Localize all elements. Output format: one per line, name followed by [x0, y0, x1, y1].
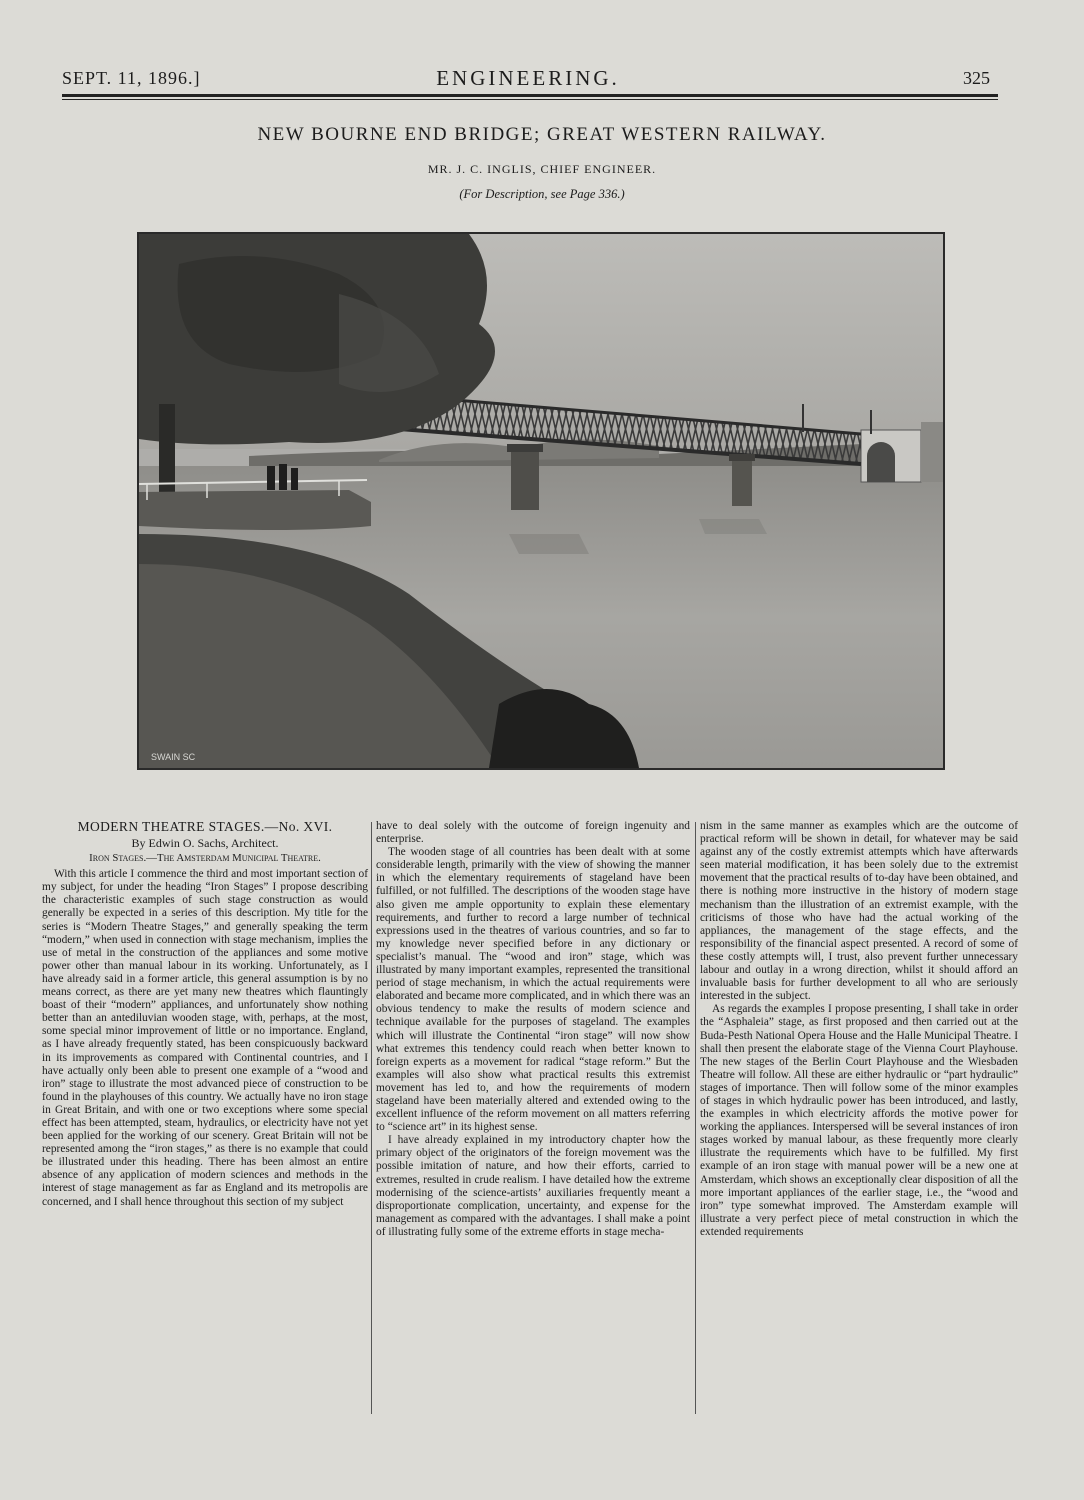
paragraph: I have already explained in my introductory chapter how the primary object of the originators of the foreign movement was the possible imitation of nature, and how their efforts, carried to extremes, resulted in crude realism. I have detailed how the extreme modernising of the science-artists’ auxiliaries frequently meant a disproportionate complication, uncertainty, and expense for the management as compared with the advantages. I shall make a point of illustrating fully some of the extreme efforts in stage mecha- — [376, 1134, 690, 1238]
paragraph: With this article I commence the third and most important section of my subject, for under the heading “Iron Stages” I propose describing the characteristic examples of such stage construction as would generally be expected in a series of this description. My title for the series is “Modern Theatre Stages,” and generally speaking the term “modern,” when used in connection with stage mechanism, implies the use of metal in the construction of the appliances and some motive power other than manual labour in its working. Unfortunately, as I have already said in a former article, this general assumption is by no means correct, as there are yet many new theatres which flauntingly boast of their “modern” appliances, and unfortunately show nothing better than an antediluvian wooden stage, with, perhaps, at the most, some special minor improvement of little or no importance. England, as I have already frequently stated, has been conspicuously backward in its improvements as compared with Continental countries, and I have actually only been able to present one example of a “wood and iron” stage to illustrate the most advanced piece of construction to be found in the playhouses of this country. We actually have no iron stage in Great Britain, and with one or two exceptions where some special effect has been attempted, steam, hydraulics, or electricity have not yet been applied for the working of our scenery. Great Britain will not be represented among the “iron stages,” as there is no example that could be illustrated under this heading. There has been almost an entire absence of any application of modern sciences and methods in the interest of stage management as far as England and its metropolis are concerned, and I shall hence throughout this section of my subject — [42, 868, 368, 1208]
paragraph: have to deal solely with the outcome of foreign ingenuity and enterprise. — [376, 820, 690, 846]
engraver-credit: SWAIN SC — [151, 752, 196, 762]
journal-title: ENGINEERING. — [436, 66, 620, 90]
article-headline: NEW BOURNE END BRIDGE; GREAT WESTERN RAILWAY. — [257, 124, 827, 145]
paragraph: The wooden stage of all countries has been dealt with at some considerable length, primarily with the view of showing the manner in which the elementary requirements of stageland have been fulfilled, or not fulfilled. The descriptions of the wooden stage have also given me ample opportunity to explain these elementary requirements, and further to record a large number of technical expressions used in the theatres of various countries, and so far to my knowledge never specified before in any dictionary or specialist’s manual. The “wood and iron” stage, which was illustrated by many important examples, represented the transitional period of stage mechanism, in which the actual requirements were elaborated and became more complicated, and in which there was an obvious tendency to make the results of modern science and technique available for the purposes of stageland. The examples which will illustrate the Continental “iron stage” will now show what extremes this tendency could reach when better known to foreign experts as a movement for radical “stage reform.” But the examples will also show what practical results this extremist movement has led to, and how the requirements of modern stageland have been materially altered and extended owing to the excellent influence of the reform movement on all matters referring to “science art” in its highest sense. — [376, 846, 690, 1134]
description-reference: (For Description, see Page 336.) — [459, 187, 625, 201]
issue-date: SEPT. 11, 1896.] — [62, 68, 201, 88]
header-rule-thin — [62, 99, 998, 100]
chief-engineer-line: MR. J. C. INGLIS, CHIEF ENGINEER. — [427, 162, 657, 176]
series-title: MODERN THEATRE STAGES.—No. XVI. — [77, 819, 333, 834]
author-line: By Edwin O. Sachs, Architect. — [131, 836, 279, 851]
page-number: 325 — [963, 68, 990, 88]
column-3 — [700, 820, 1018, 1239]
column-1 — [42, 820, 368, 1209]
column-2 — [376, 820, 690, 1239]
bridge-photograph — [137, 232, 945, 770]
article-subheading: Iron Stages.—The Amsterdam Municipal Theatre. — [89, 852, 321, 865]
paragraph: As regards the examples I propose presenting, I shall take in order the “Asphaleia” stage, as first proposed and then carried out at the Buda-Pesth National Opera House and the Halle Municipal Theatre. I shall then present the elaborate stage of the Vienna Court Playhouse. The new stages of the Berlin Court Playhouse and the Wiesbaden Theatre will follow. All these are either hydraulic or “part hydraulic” stages of importance. Then will follow some of the minor examples of stages in which hydraulic power has been introduced, and lastly, the examples in which electricity affords the motive power for working the appliances. Interspersed will be several instances of iron stages worked by manual labour, as these frequently more clearly illustrate the requirements which have to be fulfilled. My first example of an iron stage with manual power will be a new one at Amsterdam, which shows an exceptionally clear disposition of all the more important appliances of the earlier stage, i.e., the “wood and iron” type somewhat improved. The Amsterdam example will illustrate a very perfect piece of metal construction in which the extended requirements — [700, 1003, 1018, 1238]
header-rule — [62, 94, 998, 97]
column-divider — [695, 822, 696, 1414]
column-divider — [371, 822, 372, 1414]
photo-abutment-right — [861, 422, 943, 482]
running-header — [58, 60, 998, 94]
paragraph: nism in the same manner as examples which are the outcome of practical reform will be shown in detail, for whatever may be said against any of the costly extremist attempts which have afterwards seen material modification, it has been solely due to the extremist movement that the practical results of to-day have been obtained, and there is nothing more instructive in the history of modern stage mechanism than the illustration of an extremist example, with the criticisms of those who have had the actual working of the appliances, the management of the stage effects, and the responsibility of the financial aspect presented. A record of some of these costly attempts will, I trust, also prevent further unnecessary labour and outlay in a wrong direction, whilst it should afford an invaluable basis for further development to all who are seriously interested in the subject. — [700, 820, 1018, 1003]
